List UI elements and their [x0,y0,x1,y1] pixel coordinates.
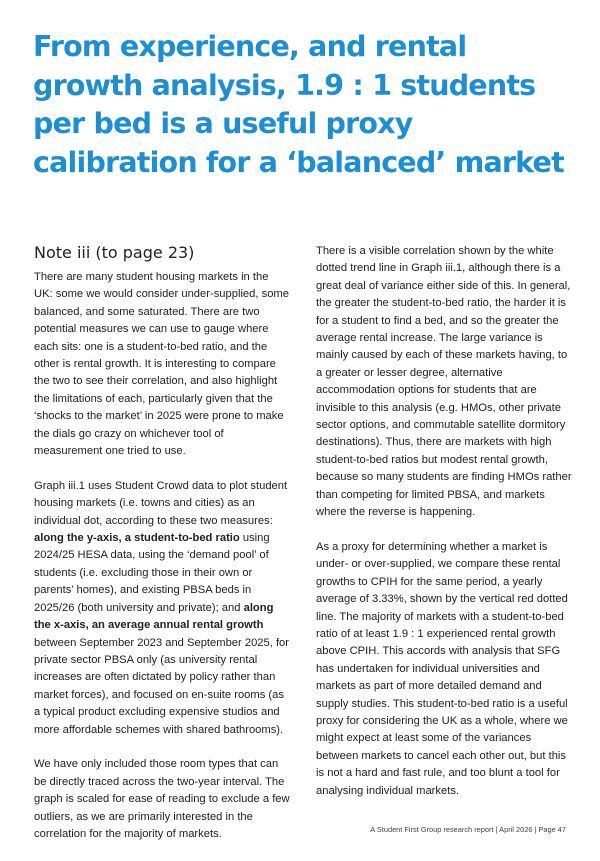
note-title: Note iii (to page 23) [34,243,195,262]
left-paragraph-1: There are many student housing markets in the UK: some we would consider under-supplied, some balanced, and some saturated. There are two potential measures we can use to gauge where each sits: one is a student-to-bed ratio, and the other is rental growth. It is interesting to compare the two to see their correlation, and also highlight the limitations of each, particularly given that the ‘shocks to the market’ in 2025 were prone to make the dials go crazy on whichever tool of measurement one tried to use. [34,271,289,458]
left-column [34,243,290,861]
left-paragraph-2 [34,478,290,739]
paragraph-text: using 2024/25 HESA data, using the ‘demand pool’ of students (i.e. excluding those in their own or parents’ homes), and existing PBSA beds in 2025/26 (both university and private); and [34,532,270,614]
right-paragraph-2: As a proxy for determining whether a market is under- or over-supplied, we compare these rental growths to CPIH for the same period, a yearly average of 3.33%, shown by the vertical red dotted line. The majority of markets with a student-to-bed ratio of at least 1.9 : 1 experienced rental growth above CPIH. This accords with analysis that SFG has undertaken for individual universities and markets as part of more detailed demand and supply studies. This student-to-bed ratio is a useful proxy for considering the UK as a whole, where we might expect at least some of the variances between markets to cancel each other out, but this is not a hard and fast rule, and too blunt a tool for analysing individual markets. [316,540,568,797]
page-footer: A Student First Group research report | April 2026 | Page 47 [370,825,566,834]
right-paragraph-1: There is a visible correlation shown by the white dotted trend line in Graph iii.1, although there is a great deal of variance either side of this. In general, the greater the student-to-bed ratio, the harder it is for a student to find a bed, and so the greater the average rental increase. The large variance is mainly caused by each of these markets having, to a greater or lesser degree, alternative accommodation options for students that are invisible to this analysis (e.g. HMOs, other private sector options, and commutable satellite dormitory destinations). Thus, there are markets with high student-to-bed ratios but modest rental growth, because so many students are finding HMOs rather than competing for limited PBSA, and markets where the reverse is happening. [316,245,572,519]
paragraph-text: Graph iii.1 uses Student Crowd data to plot student housing markets (i.e. towns and cities) as an individual dot, according to these two measures: [34,479,288,527]
page-headline: From experience, and rental growth analysis, 1.9 : 1 students per bed is a useful proxy calibration for a ‘balanced’ market [33,30,564,179]
paragraph-text: between September 2023 and September 2025, for private sector PBSA only (as university rental increases are often dictated by policy rather than market forces), and focused on en-suite rooms (as a typical product excluding expensive studios and more affordable schemes with shared bathrooms). [34,636,290,736]
left-paragraph-3: We have only included those room types that can be directly traced across the two-year interval. The graph is scaled for ease of reading to exclude a few outliers, as we are primarily interested in the correlation for the majority of markets. [34,758,290,840]
bold-text-y-axis: along the y-axis, a student-to-bed ratio [34,532,240,545]
right-column [316,243,572,817]
bold-text-x-axis: along the x-axis, an average annual rental growth [34,601,274,632]
